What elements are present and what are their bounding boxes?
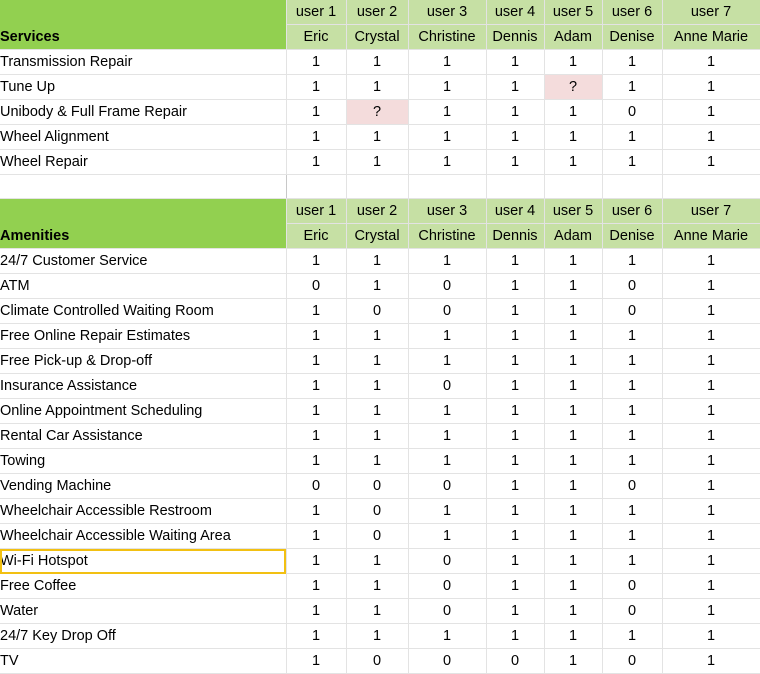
- value-cell[interactable]: 1: [486, 100, 544, 125]
- user-id-header[interactable]: user 6: [602, 0, 662, 25]
- value-cell[interactable]: 1: [286, 100, 346, 125]
- value-cell[interactable]: 1: [602, 324, 662, 349]
- row-label-free-online-repair-estimates[interactable]: Free Online Repair Estimates: [0, 324, 286, 349]
- user-id-header[interactable]: user 1: [286, 199, 346, 224]
- value-cell[interactable]: 0: [602, 100, 662, 125]
- table-row: [0, 324, 760, 349]
- value-cell[interactable]: ?: [544, 75, 602, 100]
- row-label-24-7-customer-service[interactable]: 24/7 Customer Service: [0, 249, 286, 274]
- row-label-online-appointment-scheduling[interactable]: Online Appointment Scheduling: [0, 399, 286, 424]
- header-row-user-ids: [0, 0, 760, 25]
- user-id-header[interactable]: user 3: [408, 0, 486, 25]
- row-label-atm[interactable]: ATM: [0, 274, 286, 299]
- value-cell[interactable]: 0: [408, 649, 486, 674]
- row-label-unibody-full-frame-repair[interactable]: Unibody & Full Frame Repair: [0, 100, 286, 125]
- value-cell[interactable]: ?: [346, 100, 408, 125]
- row-label-24-7-key-drop-off[interactable]: 24/7 Key Drop Off: [0, 624, 286, 649]
- value-cell[interactable]: 1: [346, 125, 408, 150]
- table-row: [0, 50, 760, 75]
- value-cell[interactable]: 1: [662, 499, 760, 524]
- value-cell[interactable]: 1: [346, 599, 408, 624]
- value-cell[interactable]: 0: [286, 474, 346, 499]
- user-id-header[interactable]: user 6: [602, 199, 662, 224]
- value-cell[interactable]: 1: [286, 249, 346, 274]
- value-cell[interactable]: 1: [544, 50, 602, 75]
- value-cell[interactable]: 1: [662, 299, 760, 324]
- user-id-header[interactable]: user 7: [662, 199, 760, 224]
- value-cell[interactable]: 0: [408, 274, 486, 299]
- value-cell[interactable]: 1: [662, 50, 760, 75]
- value-cell[interactable]: 1: [286, 449, 346, 474]
- value-cell[interactable]: 1: [286, 374, 346, 399]
- value-cell[interactable]: 1: [662, 349, 760, 374]
- value-cell[interactable]: 1: [286, 125, 346, 150]
- header-row-user-ids: [0, 199, 760, 224]
- table-row: [0, 624, 760, 649]
- value-cell[interactable]: 1: [486, 299, 544, 324]
- value-cell[interactable]: 1: [602, 150, 662, 175]
- spacer-cell[interactable]: [408, 175, 486, 199]
- user-name-header[interactable]: Dennis: [486, 25, 544, 50]
- value-cell[interactable]: 1: [662, 75, 760, 100]
- value-cell[interactable]: 0: [408, 599, 486, 624]
- table-row: [0, 649, 760, 674]
- value-cell[interactable]: 0: [346, 474, 408, 499]
- user-name-header[interactable]: Christine: [408, 224, 486, 249]
- table-row: [0, 299, 760, 324]
- row-label-free-pick-up-drop-off[interactable]: Free Pick-up & Drop-off: [0, 349, 286, 374]
- value-cell[interactable]: 1: [346, 324, 408, 349]
- table-row: [0, 474, 760, 499]
- table-row: [0, 125, 760, 150]
- value-cell[interactable]: 1: [286, 50, 346, 75]
- value-cell[interactable]: 1: [544, 349, 602, 374]
- value-cell[interactable]: 1: [408, 524, 486, 549]
- value-cell[interactable]: 1: [544, 374, 602, 399]
- value-cell[interactable]: 1: [662, 100, 760, 125]
- value-cell[interactable]: 1: [286, 524, 346, 549]
- user-name-header[interactable]: Anne Marie: [662, 25, 760, 50]
- row-label-transmission-repair[interactable]: Transmission Repair: [0, 50, 286, 75]
- spacer-cell[interactable]: [346, 175, 408, 199]
- value-cell[interactable]: 1: [486, 549, 544, 574]
- value-cell[interactable]: 0: [602, 274, 662, 299]
- value-cell[interactable]: 1: [602, 524, 662, 549]
- value-cell[interactable]: 1: [486, 499, 544, 524]
- value-cell[interactable]: 1: [346, 75, 408, 100]
- value-cell[interactable]: 1: [286, 75, 346, 100]
- value-cell[interactable]: 1: [544, 150, 602, 175]
- value-cell[interactable]: 1: [602, 549, 662, 574]
- value-cell[interactable]: 1: [662, 549, 760, 574]
- value-cell[interactable]: 0: [346, 524, 408, 549]
- section-title-services[interactable]: Services: [0, 0, 286, 50]
- value-cell[interactable]: 1: [602, 374, 662, 399]
- value-cell[interactable]: 1: [408, 449, 486, 474]
- value-cell[interactable]: 1: [486, 125, 544, 150]
- value-cell[interactable]: 1: [544, 599, 602, 624]
- value-cell[interactable]: 1: [346, 349, 408, 374]
- user-name-header[interactable]: Anne Marie: [662, 224, 760, 249]
- value-cell[interactable]: 1: [408, 50, 486, 75]
- value-cell[interactable]: 1: [544, 125, 602, 150]
- value-cell[interactable]: 1: [346, 574, 408, 599]
- spacer-cell[interactable]: [486, 175, 544, 199]
- value-cell[interactable]: 1: [408, 499, 486, 524]
- value-cell[interactable]: 1: [486, 374, 544, 399]
- value-cell[interactable]: 1: [602, 50, 662, 75]
- row-label-wheelchair-accessible-waiting-area[interactable]: Wheelchair Accessible Waiting Area: [0, 524, 286, 549]
- user-name-header[interactable]: Crystal: [346, 224, 408, 249]
- row-label-water[interactable]: Water: [0, 599, 286, 624]
- value-cell[interactable]: 1: [544, 524, 602, 549]
- value-cell[interactable]: 1: [408, 399, 486, 424]
- value-cell[interactable]: 0: [408, 299, 486, 324]
- user-name-header[interactable]: Dennis: [486, 224, 544, 249]
- spacer-cell[interactable]: [662, 175, 760, 199]
- user-id-header[interactable]: user 1: [286, 0, 346, 25]
- value-cell[interactable]: 1: [486, 574, 544, 599]
- value-cell[interactable]: 0: [408, 549, 486, 574]
- value-cell[interactable]: 0: [408, 374, 486, 399]
- value-cell[interactable]: 1: [346, 624, 408, 649]
- value-cell[interactable]: 1: [286, 499, 346, 524]
- spacer-cell[interactable]: [286, 175, 346, 199]
- row-label-vending-machine[interactable]: Vending Machine: [0, 474, 286, 499]
- value-cell[interactable]: 0: [602, 574, 662, 599]
- value-cell[interactable]: 1: [662, 399, 760, 424]
- table-row: [0, 424, 760, 449]
- user-id-header[interactable]: user 5: [544, 0, 602, 25]
- table-row: [0, 599, 760, 624]
- value-cell[interactable]: 0: [286, 274, 346, 299]
- user-id-header[interactable]: user 3: [408, 199, 486, 224]
- user-id-header[interactable]: user 2: [346, 0, 408, 25]
- value-cell[interactable]: 1: [408, 125, 486, 150]
- value-cell[interactable]: 1: [286, 299, 346, 324]
- value-cell[interactable]: 1: [544, 474, 602, 499]
- user-id-header[interactable]: user 4: [486, 199, 544, 224]
- value-cell[interactable]: 1: [408, 324, 486, 349]
- table-row: [0, 75, 760, 100]
- user-id-header[interactable]: user 7: [662, 0, 760, 25]
- value-cell[interactable]: 1: [286, 599, 346, 624]
- value-cell[interactable]: 1: [286, 574, 346, 599]
- user-name-header[interactable]: Adam: [544, 224, 602, 249]
- table-row: [0, 100, 760, 125]
- value-cell[interactable]: 1: [662, 574, 760, 599]
- row-label-tv[interactable]: TV: [0, 649, 286, 674]
- user-name-header[interactable]: Eric: [286, 224, 346, 249]
- user-id-header[interactable]: user 4: [486, 0, 544, 25]
- value-cell[interactable]: 1: [662, 449, 760, 474]
- value-cell[interactable]: 1: [662, 249, 760, 274]
- spacer-row: [0, 175, 760, 199]
- value-cell[interactable]: 1: [486, 50, 544, 75]
- value-cell[interactable]: 0: [346, 299, 408, 324]
- value-cell[interactable]: 1: [408, 249, 486, 274]
- value-cell[interactable]: 1: [662, 599, 760, 624]
- value-cell[interactable]: 1: [602, 449, 662, 474]
- value-cell[interactable]: 1: [286, 424, 346, 449]
- row-label-wheel-repair[interactable]: Wheel Repair: [0, 150, 286, 175]
- value-cell[interactable]: 1: [662, 274, 760, 299]
- value-cell[interactable]: 1: [346, 249, 408, 274]
- value-cell[interactable]: 1: [286, 649, 346, 674]
- value-cell[interactable]: 1: [486, 424, 544, 449]
- value-cell[interactable]: 1: [544, 624, 602, 649]
- value-cell[interactable]: 1: [544, 574, 602, 599]
- row-label-insurance-assistance[interactable]: Insurance Assistance: [0, 374, 286, 399]
- value-cell[interactable]: 0: [602, 599, 662, 624]
- value-cell[interactable]: 1: [544, 100, 602, 125]
- table-row: [0, 524, 760, 549]
- spacer-cell[interactable]: [544, 175, 602, 199]
- value-cell[interactable]: 1: [602, 249, 662, 274]
- value-cell[interactable]: 0: [346, 499, 408, 524]
- value-cell[interactable]: 1: [486, 399, 544, 424]
- value-cell[interactable]: 1: [408, 100, 486, 125]
- value-cell[interactable]: 1: [544, 299, 602, 324]
- table-row: [0, 549, 760, 574]
- value-cell[interactable]: 0: [486, 649, 544, 674]
- user-id-header[interactable]: user 2: [346, 199, 408, 224]
- table-row: [0, 449, 760, 474]
- value-cell[interactable]: 1: [346, 50, 408, 75]
- value-cell[interactable]: 1: [346, 424, 408, 449]
- value-cell[interactable]: 1: [662, 524, 760, 549]
- value-cell[interactable]: 1: [602, 349, 662, 374]
- value-cell[interactable]: 1: [662, 424, 760, 449]
- value-cell[interactable]: 1: [662, 374, 760, 399]
- user-name-header[interactable]: Denise: [602, 224, 662, 249]
- row-label-tune-up[interactable]: Tune Up: [0, 75, 286, 100]
- value-cell[interactable]: 1: [286, 349, 346, 374]
- value-cell[interactable]: 1: [486, 524, 544, 549]
- value-cell[interactable]: 1: [602, 424, 662, 449]
- value-cell[interactable]: 1: [286, 399, 346, 424]
- value-cell[interactable]: 1: [286, 624, 346, 649]
- value-cell[interactable]: 1: [486, 75, 544, 100]
- row-label-free-coffee[interactable]: Free Coffee: [0, 574, 286, 599]
- value-cell[interactable]: 1: [346, 274, 408, 299]
- value-cell[interactable]: 1: [662, 649, 760, 674]
- value-cell[interactable]: 1: [286, 324, 346, 349]
- value-cell[interactable]: 1: [486, 624, 544, 649]
- table-row: [0, 374, 760, 399]
- value-cell[interactable]: 1: [544, 499, 602, 524]
- value-cell[interactable]: 0: [602, 649, 662, 674]
- value-cell[interactable]: 1: [602, 499, 662, 524]
- value-cell[interactable]: 1: [662, 324, 760, 349]
- value-cell[interactable]: 1: [486, 324, 544, 349]
- value-cell[interactable]: 1: [408, 75, 486, 100]
- user-name-header[interactable]: Eric: [286, 25, 346, 50]
- value-cell[interactable]: 1: [486, 150, 544, 175]
- value-cell[interactable]: 1: [544, 399, 602, 424]
- value-cell[interactable]: 1: [486, 474, 544, 499]
- user-name-header[interactable]: Crystal: [346, 25, 408, 50]
- table-row: [0, 399, 760, 424]
- value-cell[interactable]: 1: [602, 75, 662, 100]
- value-cell[interactable]: 1: [486, 274, 544, 299]
- value-cell[interactable]: 1: [408, 349, 486, 374]
- value-cell[interactable]: 1: [286, 549, 346, 574]
- value-cell[interactable]: 1: [544, 324, 602, 349]
- value-cell[interactable]: 1: [346, 374, 408, 399]
- value-cell[interactable]: 1: [602, 624, 662, 649]
- row-label-wheelchair-accessible-restroom[interactable]: Wheelchair Accessible Restroom: [0, 499, 286, 524]
- user-name-header[interactable]: Adam: [544, 25, 602, 50]
- value-cell[interactable]: 1: [408, 150, 486, 175]
- value-cell[interactable]: 1: [346, 549, 408, 574]
- value-cell[interactable]: 1: [544, 649, 602, 674]
- value-cell[interactable]: 1: [346, 150, 408, 175]
- value-cell[interactable]: 1: [544, 274, 602, 299]
- user-id-header[interactable]: user 5: [544, 199, 602, 224]
- spacer-label-cell[interactable]: [0, 175, 286, 199]
- user-name-header[interactable]: Christine: [408, 25, 486, 50]
- user-name-header[interactable]: Denise: [602, 25, 662, 50]
- value-cell[interactable]: 1: [408, 624, 486, 649]
- value-cell[interactable]: 0: [408, 574, 486, 599]
- value-cell[interactable]: 1: [346, 399, 408, 424]
- value-cell[interactable]: 1: [602, 125, 662, 150]
- value-cell[interactable]: 1: [544, 449, 602, 474]
- value-cell[interactable]: 1: [486, 449, 544, 474]
- table-row: [0, 349, 760, 374]
- row-label-wi-fi-hotspot[interactable]: Wi-Fi Hotspot: [0, 549, 286, 574]
- value-cell[interactable]: 1: [544, 549, 602, 574]
- value-cell[interactable]: 1: [486, 249, 544, 274]
- table-row: [0, 249, 760, 274]
- table-row: [0, 574, 760, 599]
- value-cell[interactable]: 0: [346, 649, 408, 674]
- row-label-rental-car-assistance[interactable]: Rental Car Assistance: [0, 424, 286, 449]
- spacer-cell[interactable]: [602, 175, 662, 199]
- value-cell[interactable]: 1: [662, 150, 760, 175]
- value-cell[interactable]: 1: [662, 624, 760, 649]
- table-row: [0, 150, 760, 175]
- value-cell[interactable]: 0: [602, 474, 662, 499]
- value-cell[interactable]: 1: [544, 424, 602, 449]
- section-title-amenities[interactable]: Amenities: [0, 199, 286, 249]
- value-cell[interactable]: 1: [408, 424, 486, 449]
- value-cell[interactable]: 1: [662, 474, 760, 499]
- value-cell[interactable]: 1: [346, 449, 408, 474]
- value-cell[interactable]: 1: [662, 125, 760, 150]
- value-cell[interactable]: 1: [486, 349, 544, 374]
- row-label-wheel-alignment[interactable]: Wheel Alignment: [0, 125, 286, 150]
- value-cell[interactable]: 1: [486, 599, 544, 624]
- value-cell[interactable]: 0: [602, 299, 662, 324]
- row-label-towing[interactable]: Towing: [0, 449, 286, 474]
- value-cell[interactable]: 1: [286, 150, 346, 175]
- value-cell[interactable]: 0: [408, 474, 486, 499]
- value-cell[interactable]: 1: [544, 249, 602, 274]
- table-row: [0, 499, 760, 524]
- row-label-climate-controlled-waiting-room[interactable]: Climate Controlled Waiting Room: [0, 299, 286, 324]
- table-row: [0, 274, 760, 299]
- value-cell[interactable]: 1: [602, 399, 662, 424]
